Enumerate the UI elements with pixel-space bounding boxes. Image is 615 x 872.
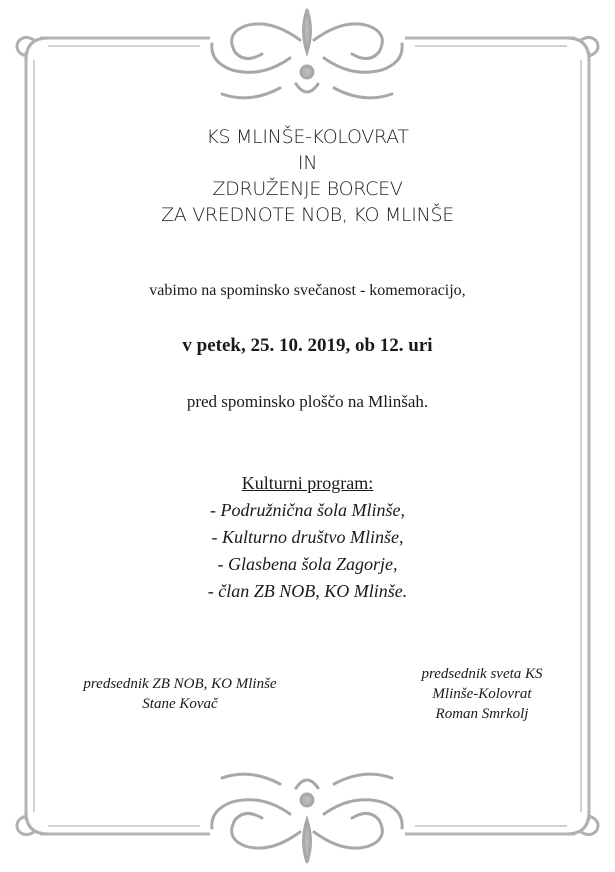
signature-left-name: Stane Kovač xyxy=(142,696,218,712)
heading-line-3: ZDRUŽENJE BORCEV xyxy=(212,178,403,200)
signature-right-role-2: Mlinše-Kolovrat xyxy=(432,686,532,702)
program-item: - Podružnična šola Mlinše, xyxy=(210,500,405,520)
event-place: pred spominsko ploščo na Mlinšah. xyxy=(186,392,429,411)
event-datetime: v petek, 25. 10. 2019, ob 12. uri xyxy=(182,335,433,356)
corner-top-right xyxy=(567,37,598,60)
corner-bottom-left xyxy=(17,812,48,835)
signature-right xyxy=(352,664,612,724)
top-flourish xyxy=(212,10,402,98)
program-item: - Kulturno društvo Mlinše, xyxy=(211,527,404,547)
bottom-flourish xyxy=(212,774,402,862)
cultural-program xyxy=(0,470,615,605)
signature-left-role: predsednik ZB NOB, KO Mlinše xyxy=(83,676,277,692)
corner-bottom-right xyxy=(567,812,598,835)
program-item: - Glasbena šola Zagorje, xyxy=(217,554,398,574)
heading-line-4: ZA VREDNOTE NOB, KO MLINŠE xyxy=(161,204,454,226)
signature-left xyxy=(40,674,320,714)
program-item: - član ZB NOB, KO Mlinše. xyxy=(207,581,408,601)
invitation-text: vabimo na spominsko svečanost - komemoracijo, xyxy=(149,282,466,299)
heading-line-1: KS MLINŠE-KOLOVRAT xyxy=(206,126,409,148)
organizers-heading xyxy=(0,124,615,228)
signature-right-name: Roman Smrkolj xyxy=(435,706,529,722)
heading-line-2: IN xyxy=(297,152,318,174)
program-title: Kulturni program: xyxy=(241,473,374,493)
signature-right-role-1: predsednik sveta KS xyxy=(421,666,543,682)
corner-top-left xyxy=(17,37,48,60)
